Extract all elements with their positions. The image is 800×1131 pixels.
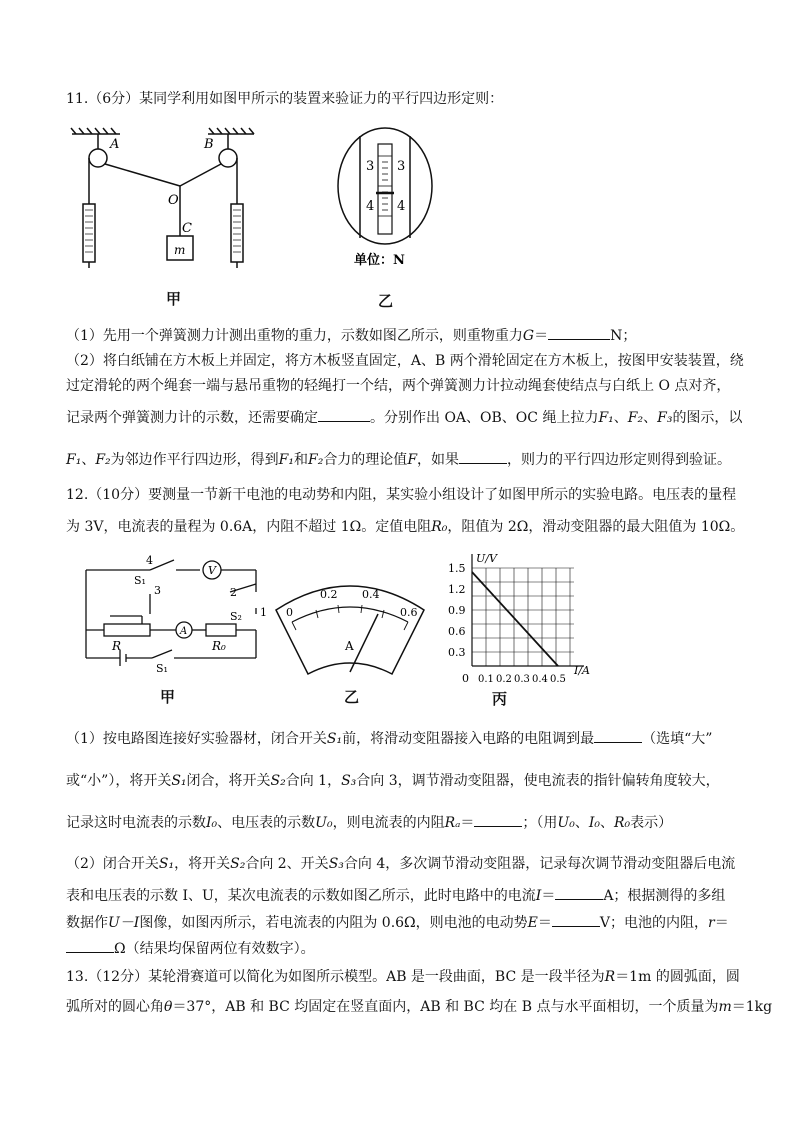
q11-part2-line3: 记录两个弹簧测力计的示数，还需要确定 。分别作出 OA、OB、OC 绳上拉力F₁、F₂、F₃的图示，以: [66, 407, 746, 429]
svg-text:0.9: 0.9: [448, 604, 466, 617]
svg-text:1.5: 1.5: [448, 562, 466, 575]
svg-text:A: A: [180, 626, 188, 637]
svg-text:1: 1: [260, 606, 267, 619]
q11-part1: （1）先用一个弹簧测力计测出重物的重力，示数如图乙所示，则重物重力G＝ N；: [66, 325, 746, 347]
svg-text:3: 3: [366, 159, 375, 174]
q11-part2-line1: （2）将白纸铺在方木板上并固定，将方木板竖直固定，A、B 两个滑轮固定在方木板上，按图甲安装装置，绕: [66, 353, 744, 369]
q11-caption-jia: 甲: [166, 290, 182, 308]
q12-caption-yi: 乙: [344, 688, 360, 706]
q12-part2-line2: 表和电压表的示数 I、U，某次电流表的示数如图乙所示，此时电路中的电流I＝ A；根据测得的多组: [66, 885, 746, 907]
svg-text:A: A: [110, 137, 120, 152]
q11-caption-yi: 乙: [378, 292, 394, 310]
svg-text:3: 3: [154, 584, 161, 597]
svg-text:A: A: [345, 639, 354, 653]
q12-part2-line4: Ω（结果均保留两位有效数字）。: [66, 938, 746, 960]
q11-figure-jia: [68, 126, 258, 286]
q13-line2: 弧所对的圆心角θ＝37°，AB 和 BC 均固定在竖直面内，AB 和 BC 均在 B 点与水平面相切，一个质量为m＝1kg: [66, 999, 773, 1015]
svg-text:4: 4: [397, 199, 406, 214]
q13-line1: 13.（12分）某轮滑赛道可以简化为如图所示模型。AB 是一段曲面，BC 是一段半径为R＝1m 的圆弧面，圆: [66, 969, 740, 985]
svg-text:4: 4: [146, 554, 153, 567]
svg-text:0.6: 0.6: [400, 606, 418, 619]
q11-figure-yi: [330, 126, 440, 268]
svg-text:0.6: 0.6: [448, 625, 466, 638]
svg-text:2: 2: [230, 586, 237, 599]
svg-text:0.2: 0.2: [496, 674, 512, 685]
q12-stem-line1: 12.（10分）要测量一节新干电池的电动势和内阻，某实验小组设计了如图甲所示的实验电路。电压表的量程: [66, 487, 737, 503]
svg-text:0.2: 0.2: [320, 588, 338, 601]
q12-part2-line1: （2）闭合开关S₁，将开关S₂合向 2、开关S₃合向 4，多次调节滑动变阻器，记录每次调节滑动变阻器后电流: [66, 856, 736, 872]
svg-text:O: O: [168, 193, 179, 208]
q12-part1-line3: 记录这时电流表的示数I₀、电压表的示数U₀，则电流表的内阻Rₐ＝ ；（用U₀、I₀、R₀表示）: [66, 812, 746, 834]
svg-text:0.4: 0.4: [532, 674, 548, 685]
q12-part1-line2: 或“小”），将开关S₁闭合，将开关S₂合向 1，S₃合向 3，调节滑动变阻器，使电流表的指针偏转角度较大，: [66, 773, 720, 789]
svg-text:S₂: S₂: [230, 610, 242, 623]
svg-text:I/A: I/A: [574, 664, 590, 677]
q11-stem: 11.（6分）某同学利用如图甲所示的装置来验证力的平行四边形定则：: [66, 91, 504, 107]
svg-text:0.3: 0.3: [448, 646, 466, 659]
svg-text:m: m: [174, 243, 186, 257]
svg-text:S₁: S₁: [156, 662, 168, 675]
q11-part2-line4: F₁、F₂为邻边作平行四边形，得到F₁和F₂合力的理论值F，如果 ，则力的平行四边形定则得到验证。: [66, 449, 746, 471]
q12-figure-jia-circuit: [80, 554, 270, 680]
q12-figure-bing-graph: [446, 548, 606, 686]
q12-caption-jia: 甲: [160, 688, 176, 706]
svg-text:C: C: [182, 221, 192, 236]
svg-text:0.1: 0.1: [478, 674, 494, 685]
svg-text:B: B: [204, 137, 214, 152]
svg-text:V: V: [208, 564, 216, 577]
q12-stem-line2: 为 3V，电流表的量程为 0.6A，内阻不超过 1Ω。定值电阻R₀，阻值为 2Ω，滑动变阻器的最大阻值为 10Ω。: [66, 519, 745, 535]
svg-text:4: 4: [366, 199, 375, 214]
q12-figure-yi-ammeter: [270, 570, 430, 680]
svg-text:单位：N: 单位：N: [354, 253, 405, 268]
svg-text:0.4: 0.4: [362, 588, 380, 601]
q12-caption-bing: 丙: [492, 690, 508, 708]
svg-text:0: 0: [286, 606, 293, 619]
svg-text:0.3: 0.3: [514, 674, 530, 685]
q12-part2-line3: 数据作U－I图像，如图丙所示，若电流表的内阻为 0.6Ω，则电池的电动势E＝ V；电池的内阻，r＝: [66, 912, 746, 934]
svg-text:R: R: [112, 639, 122, 653]
svg-text:1.2: 1.2: [448, 583, 466, 596]
q12-part1-line1: （1）按电路图连接好实验器材，闭合开关S₁前，将滑动变阻器接入电路的电阻调到最 （选填“大”: [66, 728, 746, 750]
svg-text:U/V: U/V: [476, 552, 497, 565]
q11-part2-line2: 过定滑轮的两个绳套一端与悬吊重物的轻绳打一个结，两个弹簧测力计拉动绳套使结点与白纸上 O 点对齐，: [66, 378, 731, 394]
svg-text:3: 3: [397, 159, 406, 174]
svg-text:R₀: R₀: [212, 639, 226, 653]
svg-text:0: 0: [462, 672, 469, 685]
svg-text:0.5: 0.5: [550, 674, 566, 685]
svg-text:S₁: S₁: [134, 574, 146, 587]
